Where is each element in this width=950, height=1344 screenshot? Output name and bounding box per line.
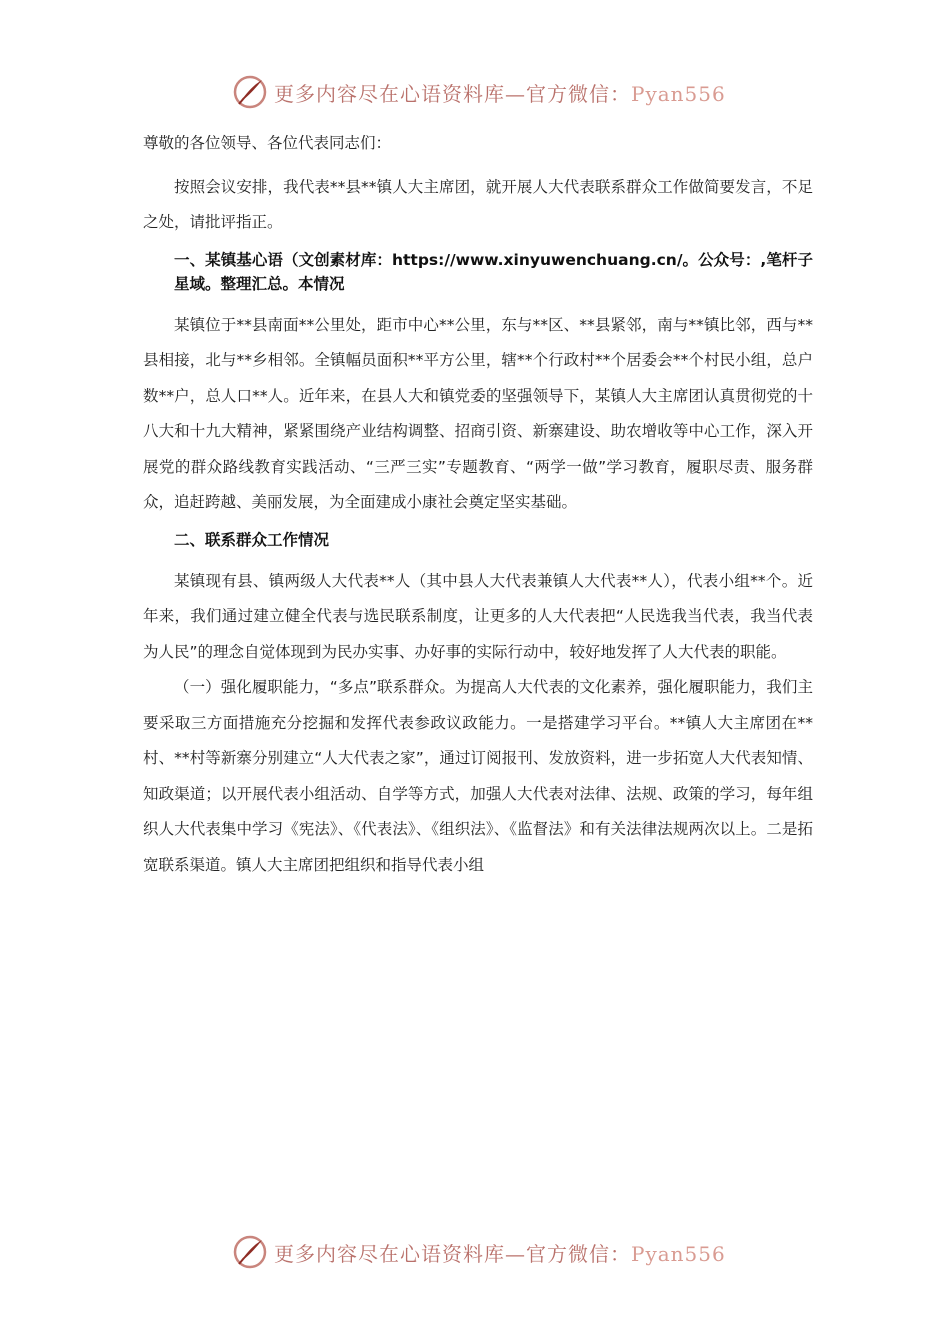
section-heading-1: 一、某镇基心语（文创素材库：https://www.xinyuwenchuang.cn/。公众号：,笔杆子星域。整理汇总。本情况 (174, 250, 813, 293)
banner-text: 更多内容尽在心语资料库—官方微信：Pyan556 (274, 1241, 726, 1266)
quill-pen-logo-icon (232, 1234, 268, 1270)
wechat-id: Pyan556 (631, 1241, 726, 1266)
wechat-id: Pyan556 (631, 81, 726, 106)
document-body (143, 126, 813, 883)
paragraph-overview: 某镇位于**县南面**公里处，距市中心**公里，东与**区、**县紧邻，南与**镇比邻，西与**县相接，北与**乡相邻。全镇幅员面积**平方公里，辖**个行政村**个居委会**个村民小组，总户数**户，总人口**人。近年来，在县人大和镇党委的坚强领导下，某镇人大主席团认真贯彻党的十八大和十九大精神，紧紧围绕产业结构调整、招商引资、新寨建设、助农增收等中心工作，深入开展党的群众路线教育实践活动、“三严三实”专题教育、“两学一做”学习教育，履职尽责、服务群众，追赶跨越、美丽发展，为全面建成小康社会奠定坚实基础。 (143, 315, 813, 511)
header-banner (232, 72, 726, 112)
banner-text: 更多内容尽在心语资料库—官方微信：Pyan556 (274, 81, 726, 106)
section-heading-2: 二、联系群众工作情况 (174, 530, 330, 549)
greeting: 尊敬的各位领导、各位代表同志们： (143, 134, 392, 152)
intro-paragraph: 按照会议安排，我代表**县**镇人大主席团，就开展人大代表联系群众工作做简要发言，不足之处，请批评指正。 (143, 177, 813, 231)
quill-pen-logo-icon (232, 74, 268, 110)
footer-banner (232, 1232, 726, 1272)
paragraph-capability: （一）强化履职能力，“多点”联系群众。为提高人大代表的文化素养，强化履职能力，我们主要采取三方面措施充分挖掘和发挥代表参政议政能力。一是搭建学习平台。**镇人大主席团在**村、**村等新寨分别建立“人大代表之家”，通过订阅报刊、发放资料，进一步拓宽人大代表知情、知政渠道；以开展代表小组活动、自学等方式，加强人大代表对法律、法规、政策的学习，每年组织人大代表集中学习《宪法》、《代表法》、《组织法》、《监督法》和有关法律法规两次以上。二是拓宽联系渠道。镇人大主席团把组织和指导代表小组 (143, 678, 813, 874)
paragraph-contact: 某镇现有县、镇两级人大代表**人（其中县人大代表兼镇人大代表**人），代表小组**个。近年来，我们通过建立健全代表与选民联系制度，让更多的人大代表把“人民选我当代表，我当代表为人民”的理念自觉体现到为民办实事、办好事的实际行动中，较好地发挥了人大代表的职能。 (143, 571, 813, 661)
